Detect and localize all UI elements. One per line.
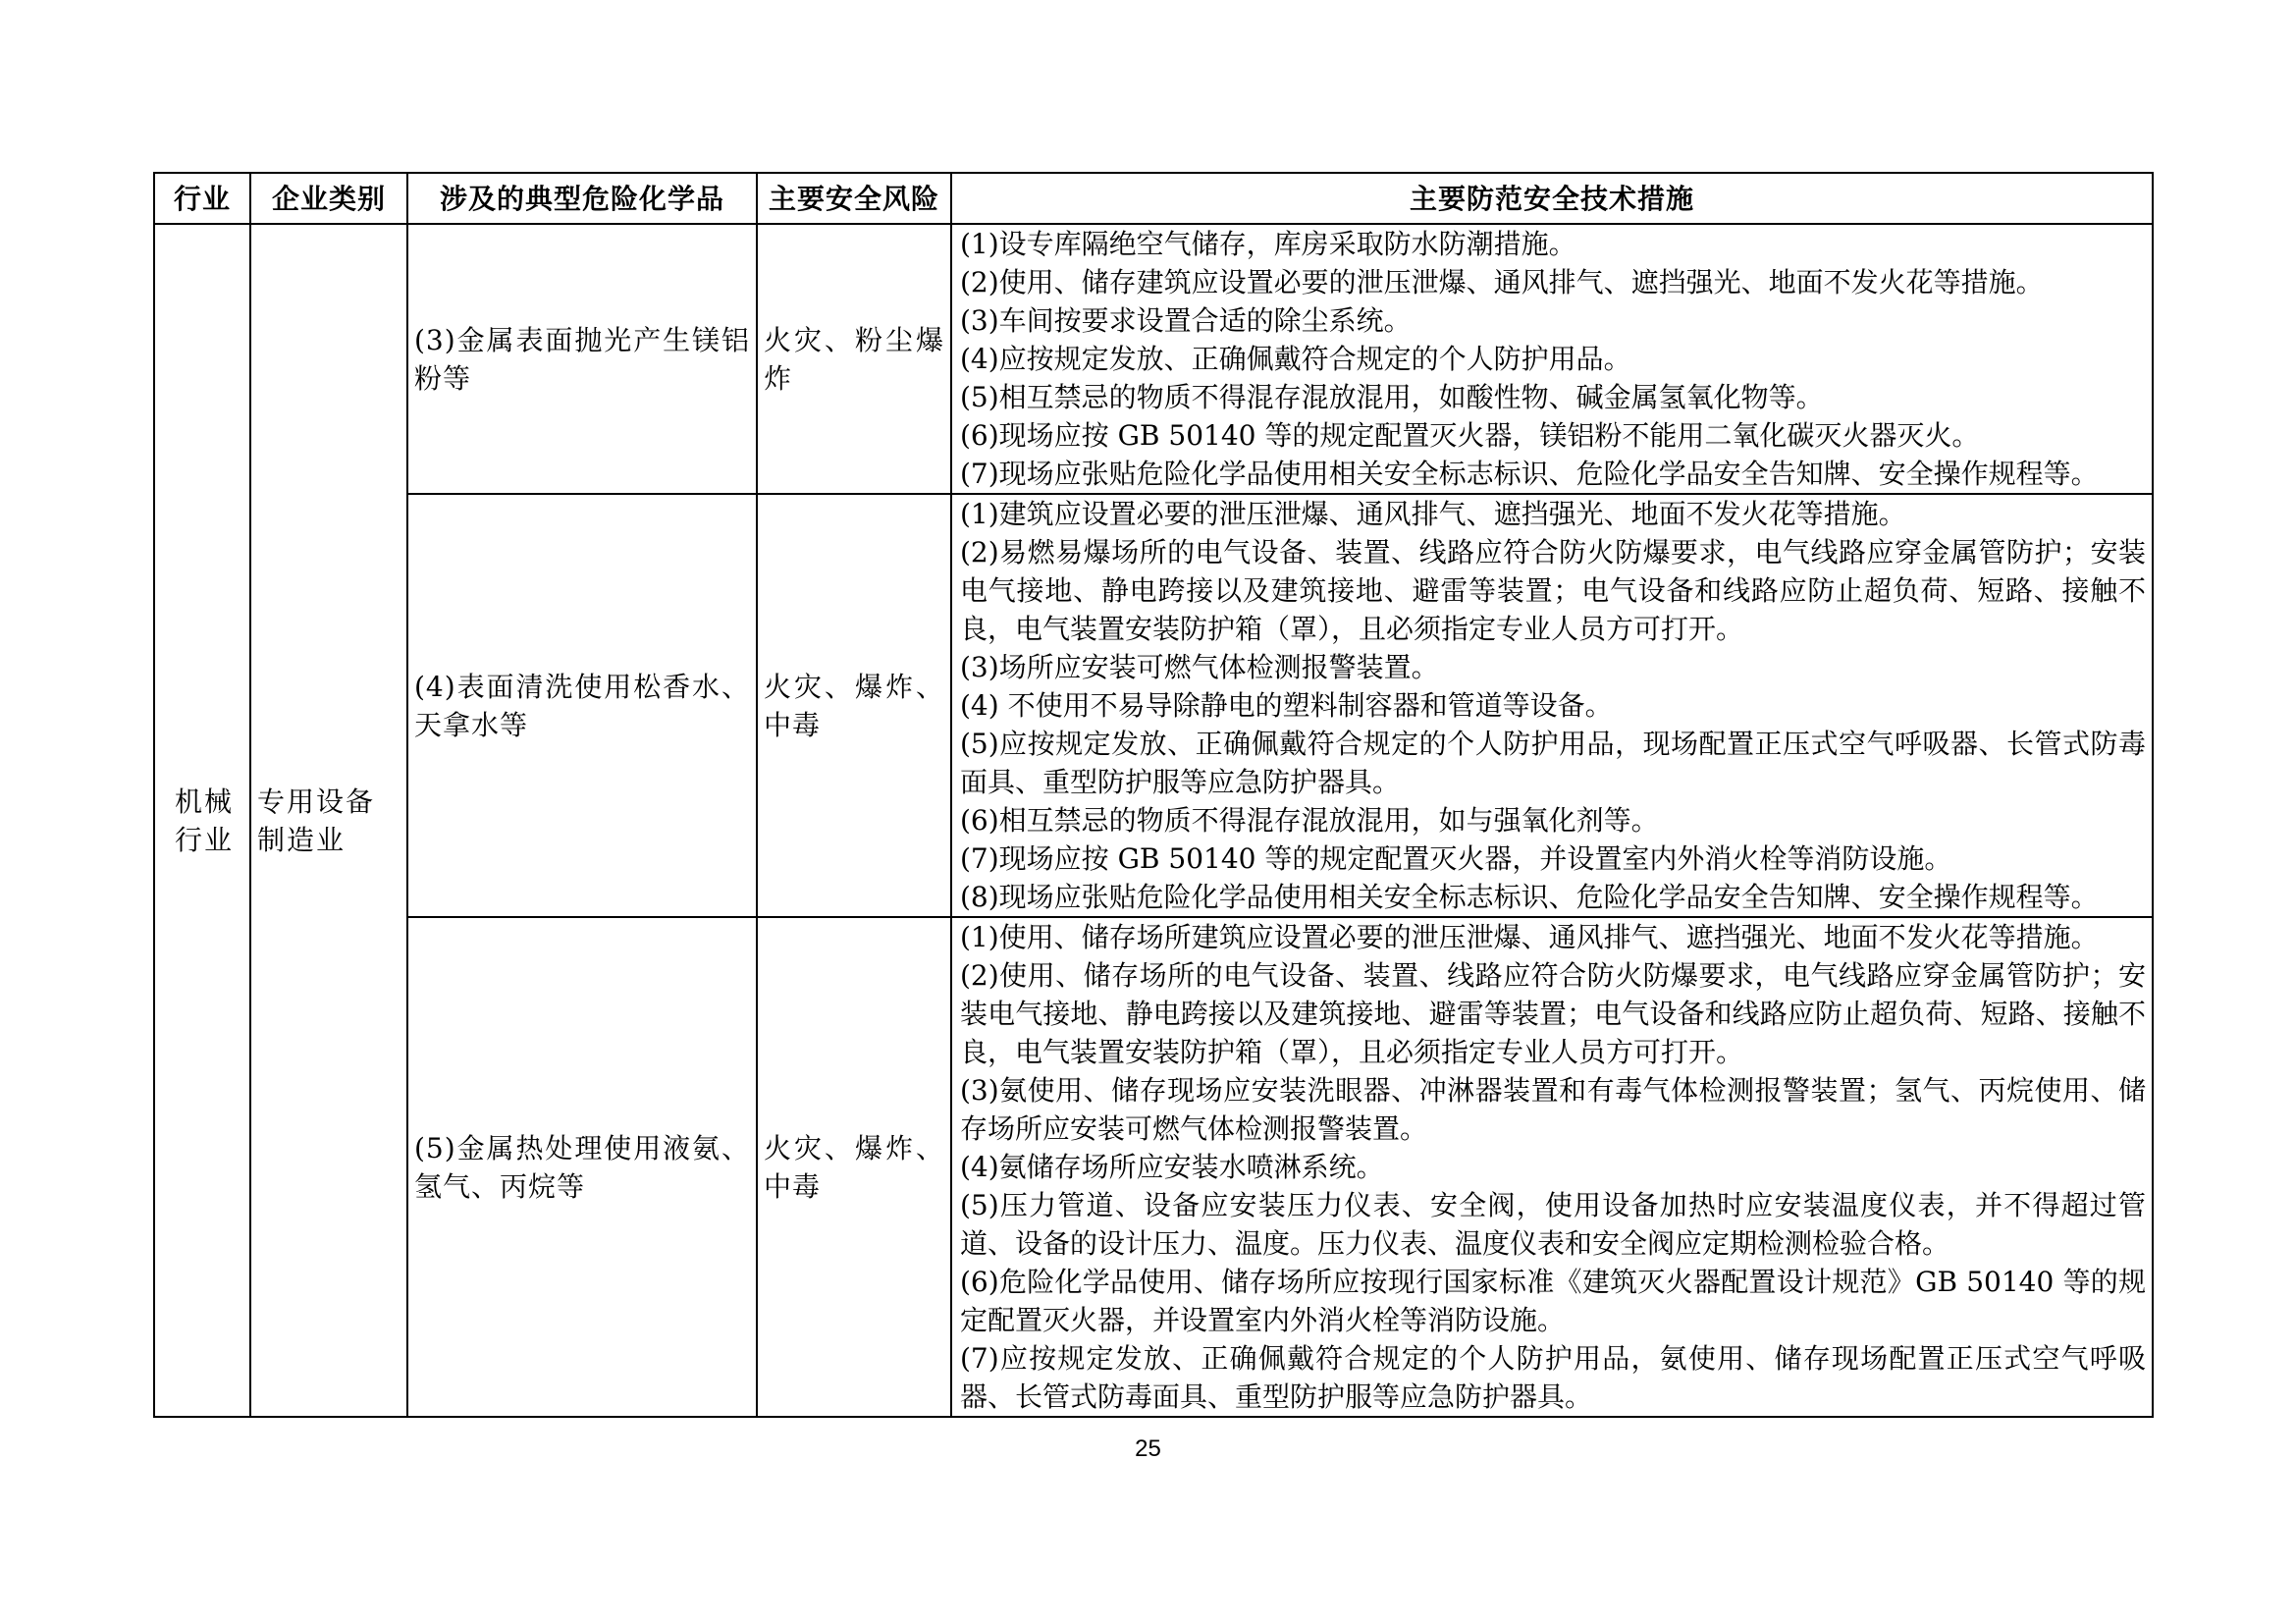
table-row: [154, 494, 2153, 917]
measure-item: (4) 不使用不易导除静电的塑料制容器和管道等设备。: [960, 689, 1613, 722]
header-chemicals: 涉及的典型危险化学品: [407, 173, 757, 224]
measure-item: (6)危险化学品使用、储存场所应按现行国家标准《建筑灭火器配置设计规范》GB 50140 等的规定配置灭火器，并设置室内外消火栓等消防设施。: [960, 1266, 2146, 1336]
measure-item: (6)现场应按 GB 50140 等的规定配置灭火器，镁铝粉不能用二氧化碳灭火器灭火。: [960, 419, 1980, 452]
measure-item: (5)应按规定发放、正确佩戴符合规定的个人防护用品，现场配置正压式空气呼吸器、长管式防毒面具、重型防护服等应急防护器具。: [960, 728, 2146, 798]
measures-cell: [951, 917, 2153, 1417]
category-cell: 专用设备制造业: [250, 224, 407, 1417]
measure-item: (1)使用、储存场所建筑应设置必要的泄压泄爆、通风排气、遮挡强光、地面不发火花等措施。: [960, 921, 2099, 953]
measure-item: (7)现场应按 GB 50140 等的规定配置灭火器，并设置室内外消火栓等消防设施。: [960, 842, 1952, 875]
measure-item: (7)应按规定发放、正确佩戴符合规定的个人防护用品，氨使用、储存现场配置正压式空气呼吸器、长管式防毒面具、重型防护服等应急防护器具。: [960, 1342, 2146, 1413]
header-industry: 行业: [154, 173, 250, 224]
hazard-measures-table: [153, 172, 2154, 1418]
measure-item: (4)应按规定发放、正确佩戴符合规定的个人防护用品。: [960, 343, 1631, 375]
table-header-row: [154, 173, 2153, 224]
measure-item: (3)场所应安装可燃气体检测报警装置。: [960, 651, 1439, 683]
measure-item: (8)现场应张贴危险化学品使用相关安全标志标识、危险化学品安全告知牌、安全操作规程等。: [960, 881, 2099, 913]
measure-item: (5)压力管道、设备应安装压力仪表、安全阀，使用设备加热时应安装温度仪表，并不得超过管道、设备的设计压力、温度。压力仪表、温度仪表和安全阀应定期检测检验合格。: [960, 1189, 2146, 1260]
measure-item: (3)氨使用、储存现场应安装洗眼器、冲淋器装置和有毒气体检测报警装置；氢气、丙烷使用、储存场所应安装可燃气体检测报警装置。: [960, 1074, 2146, 1145]
measures-cell: [951, 494, 2153, 917]
risk-cell: 火灾、爆炸、中毒: [757, 494, 951, 917]
industry-cell: 机械行业: [154, 224, 250, 1417]
measure-item: (2)易燃易爆场所的电气设备、装置、线路应符合防火防爆要求，电气线路应穿金属管防护；安装电气接地、静电跨接以及建筑接地、避雷等装置；电气设备和线路应防止超负荷、短路、接触不良，电气装置安装防护箱（罩），且必须指定专业人员方可打开。: [960, 536, 2146, 645]
page-number: 25: [1135, 1435, 1161, 1462]
chemical-cell: (3)金属表面抛光产生镁铝粉等: [407, 224, 757, 494]
chemical-cell: (4)表面清洗使用松香水、天拿水等: [407, 494, 757, 917]
measure-item: (1)建筑应设置必要的泄压泄爆、通风排气、遮挡强光、地面不发火花等措施。: [960, 498, 1906, 530]
measure-item: (5)相互禁忌的物质不得混存混放混用，如酸性物、碱金属氢氧化物等。: [960, 381, 1824, 413]
measure-item: (2)使用、储存建筑应设置必要的泄压泄爆、通风排气、遮挡强光、地面不发火花等措施。: [960, 266, 2044, 298]
table-row: [154, 224, 2153, 494]
header-category: 企业类别: [250, 173, 407, 224]
measures-cell: [951, 224, 2153, 494]
measure-item: (1)设专库隔绝空气储存，库房采取防水防潮措施。: [960, 228, 1576, 260]
measure-item: (2)使用、储存场所的电气设备、装置、线路应符合防火防爆要求，电气线路应穿金属管防护；安装电气接地、静电跨接以及建筑接地、避雷等装置；电气设备和线路应防止超负荷、短路、接触不良，电气装置安装防护箱（罩），且必须指定专业人员方可打开。: [960, 959, 2146, 1068]
measure-item: (3)车间按要求设置合适的除尘系统。: [960, 304, 1412, 337]
measure-item: (6)相互禁忌的物质不得混存混放混用，如与强氧化剂等。: [960, 804, 1659, 837]
measure-item: (7)现场应张贴危险化学品使用相关安全标志标识、危险化学品安全告知牌、安全操作规程等。: [960, 458, 2099, 490]
header-measures: 主要防范安全技术措施: [951, 173, 2153, 224]
header-risks: 主要安全风险: [757, 173, 951, 224]
chemical-cell: (5)金属热处理使用液氨、氢气、丙烷等: [407, 917, 757, 1417]
risk-cell: 火灾、爆炸、中毒: [757, 917, 951, 1417]
risk-cell: 火灾、粉尘爆炸: [757, 224, 951, 494]
measure-item: (4)氨储存场所应安装水喷淋系统。: [960, 1151, 1384, 1183]
table-row: [154, 917, 2153, 1417]
